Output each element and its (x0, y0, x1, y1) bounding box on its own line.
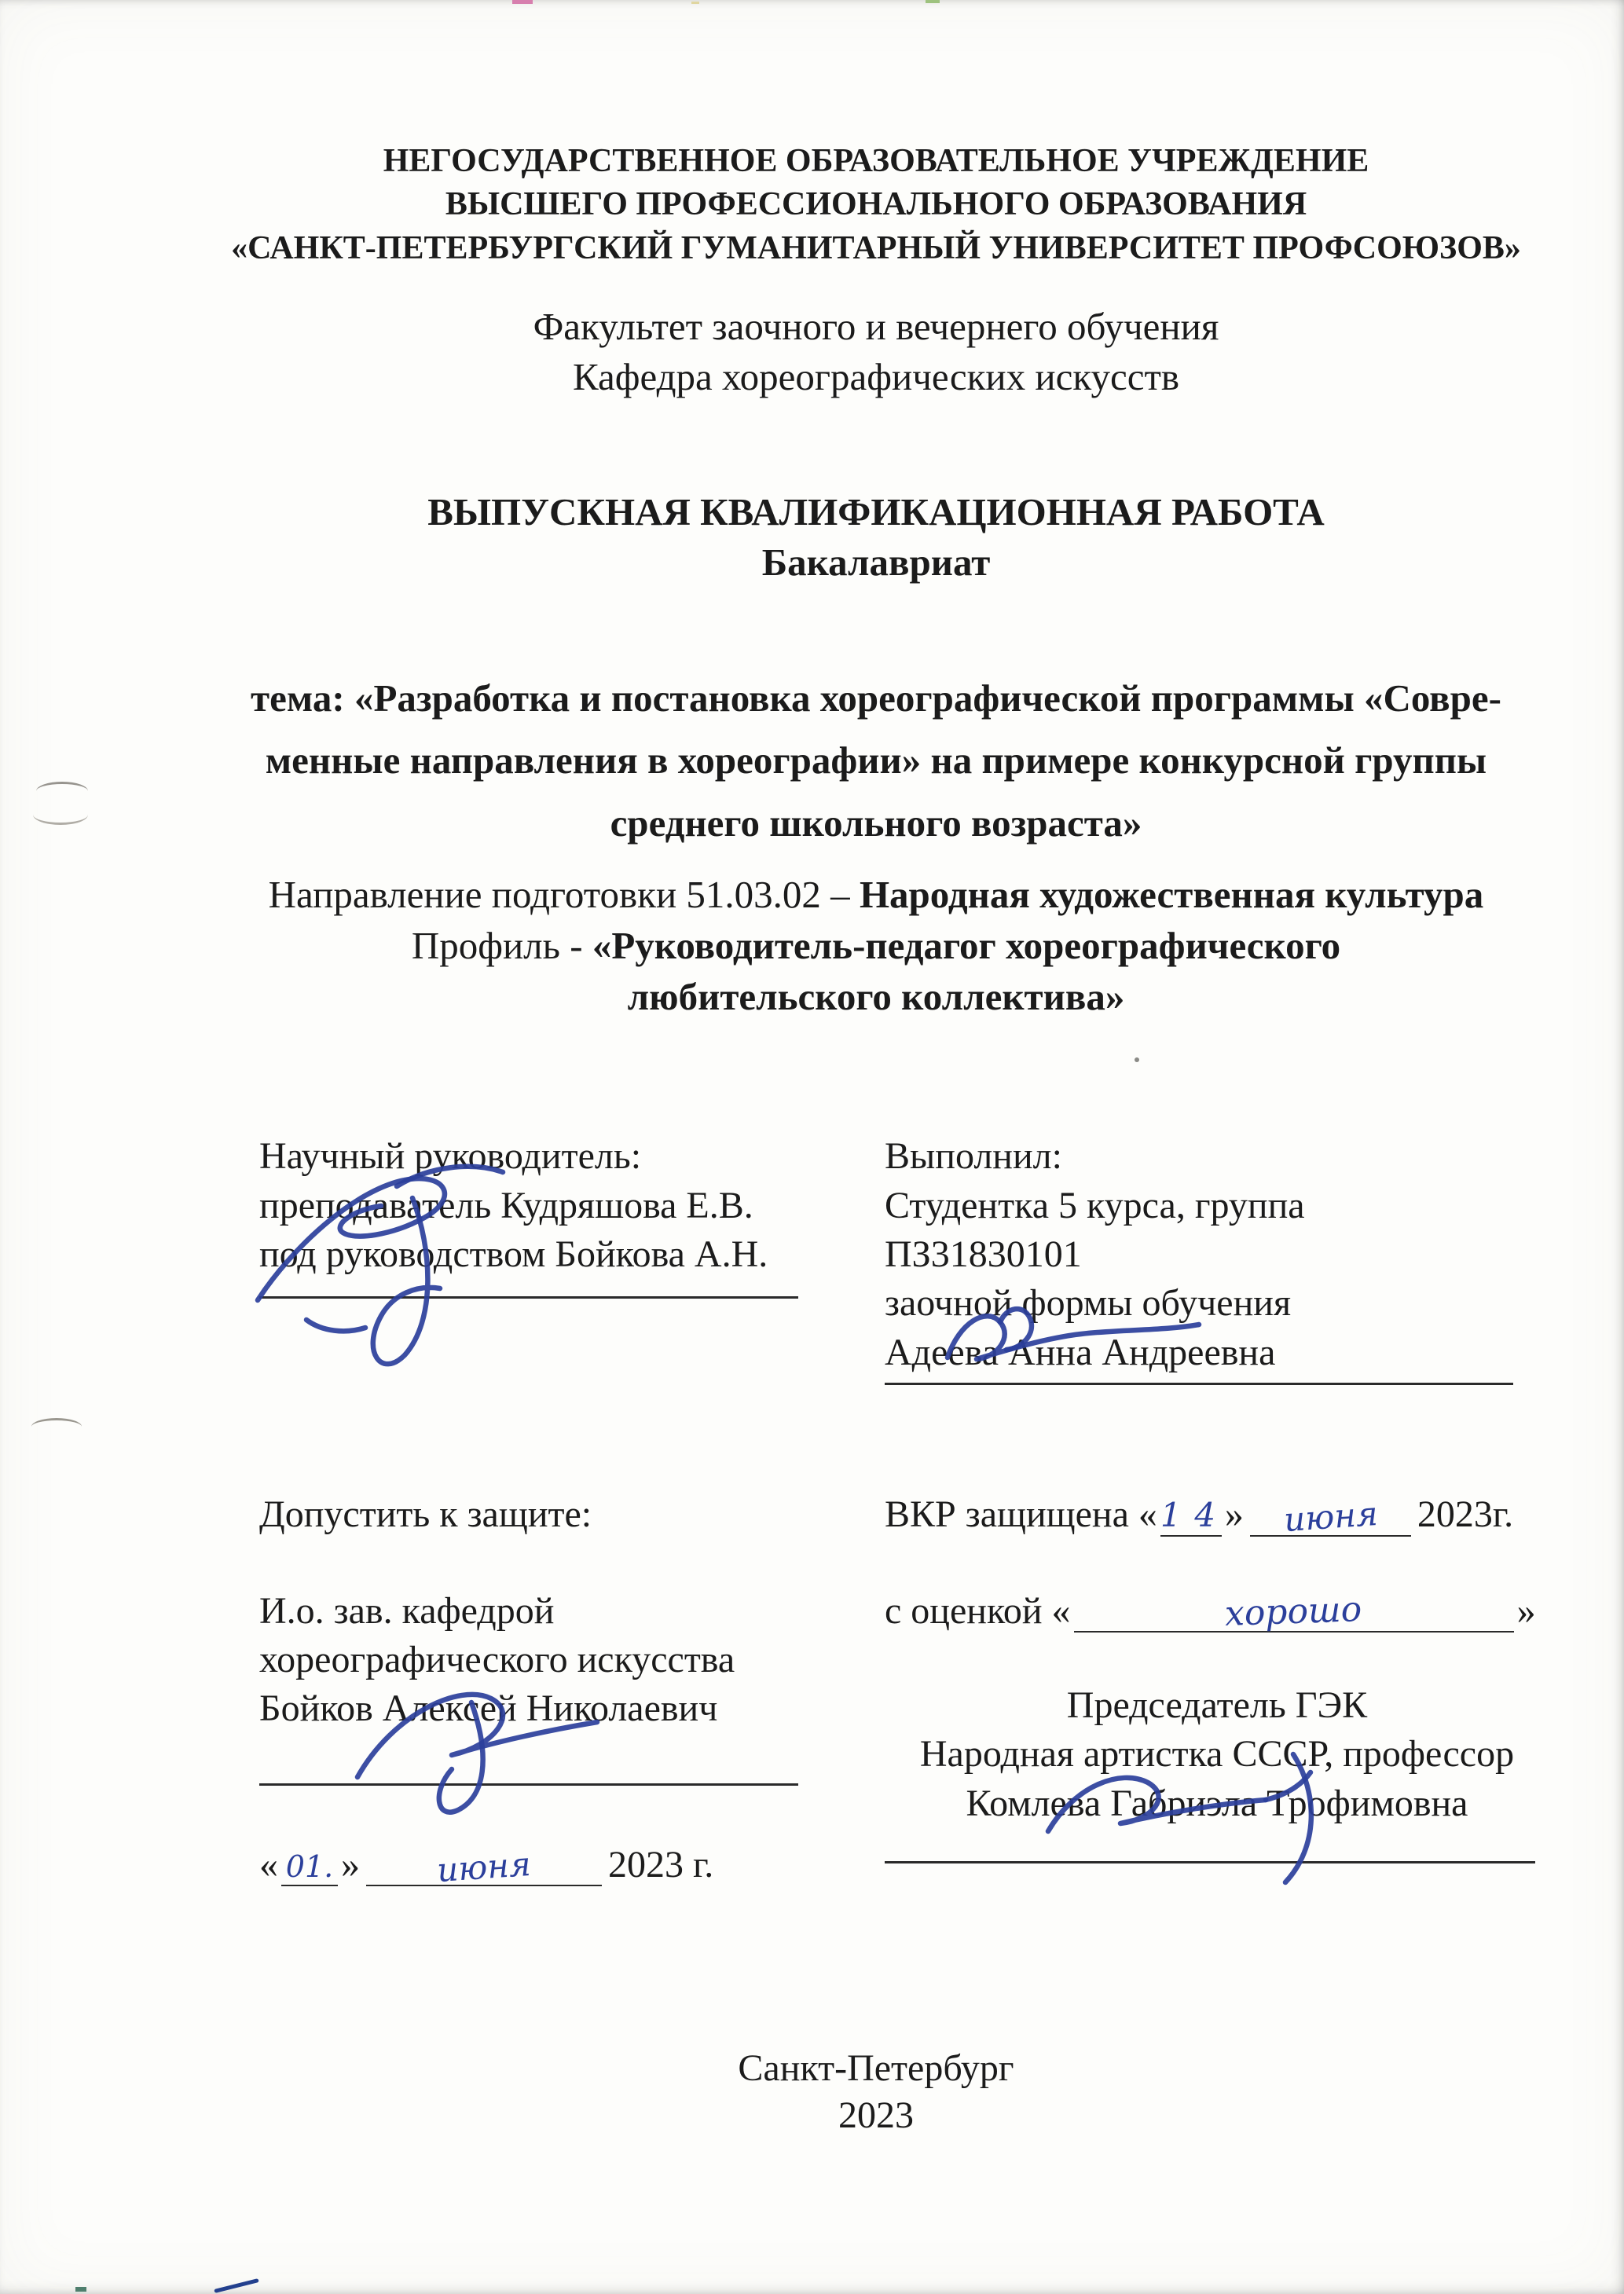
defense-quote-close: » (1224, 1493, 1244, 1536)
admission-defense-section (203, 1490, 1549, 1889)
committee-chair-block (885, 1681, 1549, 1828)
defense-date-line (885, 1490, 1549, 1539)
grade-prefix: с оценкой « (885, 1589, 1071, 1632)
direction-line (203, 870, 1549, 921)
header-line-3: «САНКТ-ПЕТЕРБУРГСКИЙ ГУМАНИТАРНЫЙ УНИВЕРСИТЕТ ПРОФСОЮЗОВ» (231, 229, 1521, 266)
profile-prefix: Профиль - (411, 923, 592, 967)
scan-artifact-speck-green (926, 0, 940, 3)
admission-date-line (259, 1841, 823, 1889)
footer-city: Санкт-Петербург (738, 2047, 1014, 2090)
theme-line-3: среднего школьного возраста» (610, 801, 1142, 845)
admission-month-field (366, 1844, 602, 1889)
admission-quote-close: » (341, 1843, 360, 1885)
chair-signature-line (885, 1844, 1535, 1863)
student-form: заочной формы обучения (885, 1282, 1292, 1325)
profile-line (287, 921, 1465, 1022)
work-type-block (203, 487, 1549, 588)
scan-artifact-arc-bottom (33, 804, 88, 825)
work-title: ВЫПУСКНАЯ КВАЛИФИКАЦИОННАЯ РАБОТА (427, 489, 1325, 533)
admission-day-handwritten: 01. (285, 1849, 334, 1884)
university-header (203, 140, 1549, 270)
header-line-2: ВЫСШЕГО ПРОФЕССИОНАЛЬНОГО ОБРАЗОВАНИЯ (445, 186, 1307, 223)
grade-handwritten: хорошо (1224, 1589, 1363, 1634)
defense-year: 2023г. (1417, 1493, 1514, 1536)
admission-column (203, 1490, 823, 1889)
student-group: ПЗ31830101 (885, 1233, 1082, 1275)
footer-year: 2023 (838, 2094, 914, 2137)
grade-quote-close: » (1516, 1589, 1536, 1632)
faculty-block (203, 302, 1549, 401)
direction-name: Народная художественная культура (859, 873, 1484, 917)
chair-honors: Народная артистка СССР, профессор (919, 1733, 1515, 1775)
admission-day-field (281, 1845, 338, 1886)
supervisor-label: Научный руководитель: (259, 1135, 642, 1178)
header-line-1: НЕГОСУДАРСТВЕННОЕ ОБРАЗОВАТЕЛЬНОЕ УЧРЕЖДЕНИЕ (383, 143, 1369, 179)
scan-artifact-speck-pink (512, 0, 533, 4)
chair-title: Председатель ГЭК (1066, 1684, 1368, 1726)
direction-block (203, 870, 1549, 1022)
defense-day-handwritten: 14 (1160, 1496, 1229, 1535)
defense-month-handwritten: июня (1282, 1494, 1379, 1540)
theme-line-1: тема: «Разработка и постановка хореографической программы «Совре- (251, 676, 1501, 720)
admission-quote-open: « (259, 1843, 278, 1885)
admission-year: 2023 г. (608, 1843, 714, 1885)
scan-artifact-teal-mark (75, 2287, 86, 2292)
footer-block (203, 2045, 1549, 2139)
approver-signature-line (259, 1757, 798, 1786)
student-course: Студентка 5 курса, группа (885, 1184, 1305, 1226)
supervisor-co-name: под руководством Бойкова А.Н. (259, 1233, 768, 1275)
defense-column (823, 1490, 1549, 1863)
admission-month-handwritten: июня (435, 1844, 533, 1889)
work-degree: Бакалавриат (761, 541, 991, 584)
theme-block (203, 667, 1549, 854)
approver-name: Бойков Алексей Николаевич (259, 1688, 718, 1730)
defense-prefix: ВКР защищена « (885, 1493, 1157, 1536)
scan-artifact-arc-top (36, 782, 88, 801)
supervisor-name: преподаватель Кудряшова Е.В. (259, 1184, 753, 1226)
theme-line-2: менные направления в хореографии» на примере конкурсной группы (265, 738, 1487, 782)
scan-artifact-dot (1135, 1057, 1139, 1062)
direction-prefix: Направление подготовки 51.03.02 – (268, 873, 860, 917)
faculty-line: Факультет заочного и вечернего обучения (533, 305, 1219, 349)
student-column (823, 1132, 1549, 1385)
approver-department: хореографического искусства (259, 1638, 735, 1680)
scan-artifact-speck-yellow (691, 2, 699, 4)
student-label: Выполнил: (885, 1135, 1062, 1178)
student-name: Адеева Анна Андреевна (885, 1331, 1276, 1373)
grade-field (1074, 1589, 1514, 1634)
supervisor-column (203, 1132, 823, 1299)
scan-artifact-blue-mark (214, 2278, 258, 2293)
department-line: Кафедра хореографических искусств (572, 355, 1180, 398)
admission-label: Допустить к защите: (259, 1493, 592, 1536)
supervisor-signature-line (259, 1279, 798, 1299)
admission-approver (259, 1587, 823, 1734)
student-signature-line (885, 1377, 1513, 1385)
supervisor-student-section (203, 1132, 1549, 1385)
defense-month-field (1250, 1494, 1411, 1540)
chair-name: Комлева Габриэла Трофимовна (966, 1782, 1468, 1824)
defense-day-field (1160, 1495, 1229, 1536)
scan-artifact-arc-2 (31, 1418, 82, 1435)
grade-line (885, 1587, 1549, 1636)
approver-position: И.о. зав. кафедрой (259, 1589, 555, 1632)
profile-name: «Руководитель-педагог хореографического любительского коллектива» (592, 923, 1341, 1018)
